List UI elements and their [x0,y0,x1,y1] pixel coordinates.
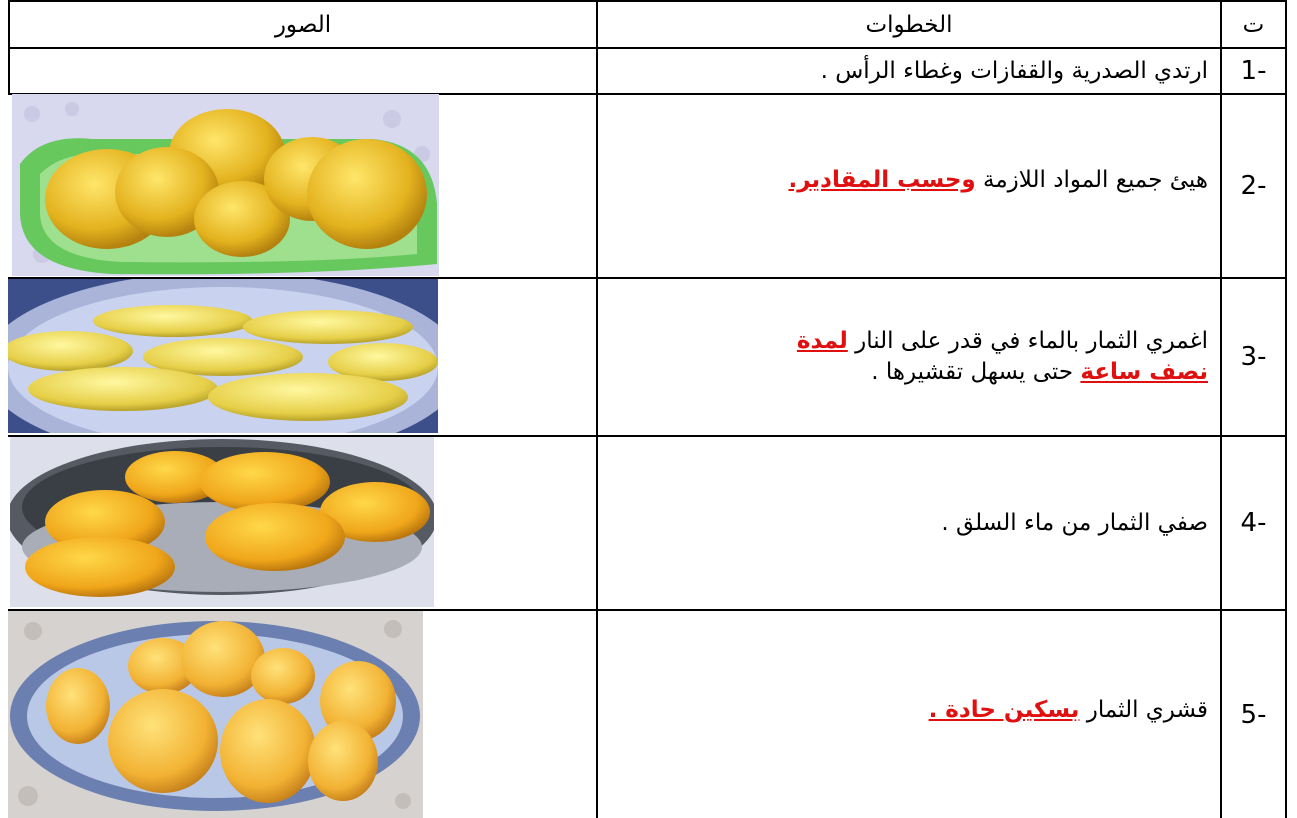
photo-quinces-colander [10,437,434,607]
border-right [1285,0,1287,818]
row-1-number: 1- [1240,56,1267,86]
row-5-highlight: بسكين حادة . [928,696,1080,723]
photo-quinces-boiling [8,279,438,433]
header-images [10,2,596,47]
row-2-number: 2- [1240,171,1267,201]
photo-peeled-quinces [8,611,423,818]
row-3-highlight-half-hour: نصف ساعة [1080,359,1208,385]
header-steps [598,2,1220,47]
header-number-label: ت [1242,11,1265,38]
header-number [1222,2,1285,47]
border-left-row1 [8,48,10,94]
row-5-number: 5- [1240,699,1267,730]
row-3-step: اغمري الثمار بالماء في قدر على النار لمدة نصف ساعة حتى يسهل تقشيرها . [796,328,1208,385]
row-5-step: قشري الثمار بسكين حادة . [928,696,1208,723]
row-3-number: 3- [1240,342,1267,372]
row-4-step: صفي الثمار من ماء السلق . [941,509,1208,536]
row-2-highlight: وحسب المقادير. [788,166,976,193]
row-2-step: هيئ جميع المواد اللازمة وحسب المقادير. [788,166,1208,193]
header-images-label: الصور [274,11,332,38]
photo-quinces-basket [12,94,439,276]
row-3-highlight-duration: لمدة [796,328,848,354]
header-steps-label: الخطوات [865,11,953,38]
row-1-step: ارتدي الصدرية والقفازات وغطاء الرأس . [820,57,1208,84]
row-4-number: 4- [1240,508,1267,538]
